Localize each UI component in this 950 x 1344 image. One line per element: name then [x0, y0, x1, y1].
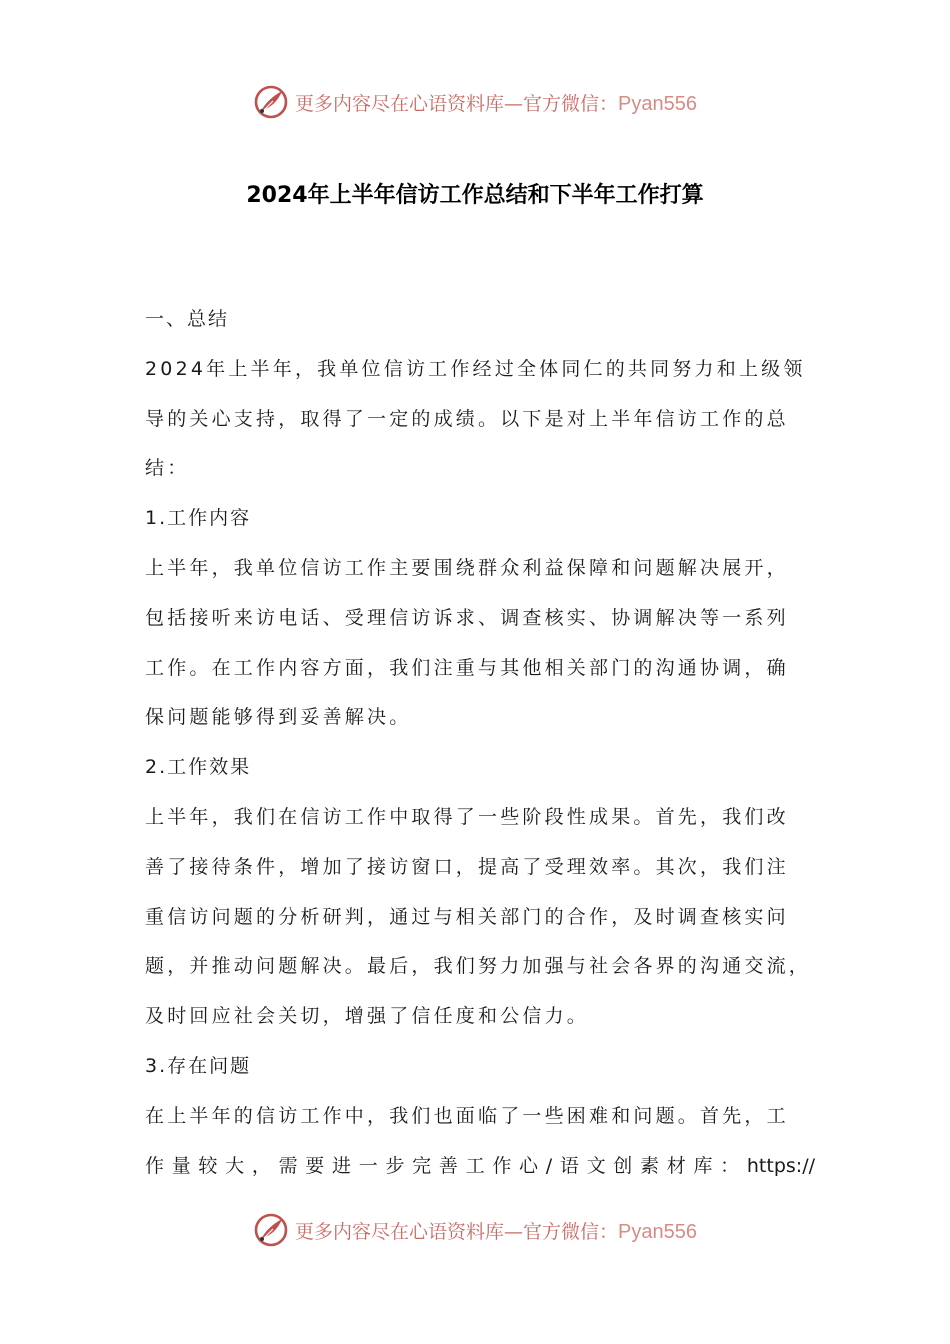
subheading-work-content: 1.工作内容	[145, 507, 252, 530]
quill-logo-icon	[253, 84, 289, 120]
wechat-id: Pyan556	[618, 1220, 697, 1243]
paragraph-line: 保问题能够得到妥善解决。	[145, 706, 412, 729]
section-heading-summary: 一、总结	[145, 308, 230, 330]
paragraph-line: 上半年，我单位信访工作主要围绕群众利益保障和问题解决展开，	[145, 556, 789, 579]
watermark-text: 更多内容尽在心语资料库—官方微信：Pyan556	[295, 1220, 697, 1243]
paragraph-line: 及时回应社会关切，增强了信任度和公信力。	[145, 1005, 590, 1028]
watermark-banner-bottom	[0, 1210, 950, 1250]
watermark-banner-top	[0, 82, 950, 122]
paragraph-line: 工作。在工作内容方面，我们注重与其他相关部门的沟通协调，确	[145, 656, 789, 679]
paragraph-line: 上半年，我们在信访工作中取得了一些阶段性成果。首先，我们改	[145, 805, 789, 828]
paragraph-line: 善了接待条件，增加了接访窗口，提高了受理效率。其次，我们注	[145, 855, 789, 878]
document-body	[145, 295, 815, 1191]
paragraph-line: 2024年上半年，我单位信访工作经过全体同仁的共同努力和上级领	[145, 357, 806, 380]
document-title: 2024年上半年信访工作总结和下半年工作打算	[246, 183, 704, 208]
paragraph-line: 题，并推动问题解决。最后，我们努力加强与社会各界的沟通交流，	[145, 955, 812, 978]
paragraph-line: 作量较大，需要进一步完善工作心/语文创素材库：https://	[145, 1154, 815, 1177]
paragraph-line: 结：	[145, 457, 190, 480]
wechat-id: Pyan556	[618, 92, 697, 115]
paragraph-line: 在上半年的信访工作中，我们也面临了一些困难和问题。首先，工	[145, 1104, 789, 1127]
subheading-existing-problems: 3.存在问题	[145, 1054, 252, 1077]
subheading-work-effect: 2.工作效果	[145, 756, 252, 779]
watermark-text: 更多内容尽在心语资料库—官方微信：Pyan556	[295, 92, 697, 115]
quill-logo-icon	[253, 1212, 289, 1248]
paragraph-line: 包括接听来访电话、受理信访诉求、调查核实、协调解决等一系列	[145, 606, 789, 629]
paragraph-line: 重信访问题的分析研判，通过与相关部门的合作，及时调查核实问	[145, 905, 789, 928]
paragraph-line: 导的关心支持，取得了一定的成绩。以下是对上半年信访工作的总	[145, 407, 789, 430]
